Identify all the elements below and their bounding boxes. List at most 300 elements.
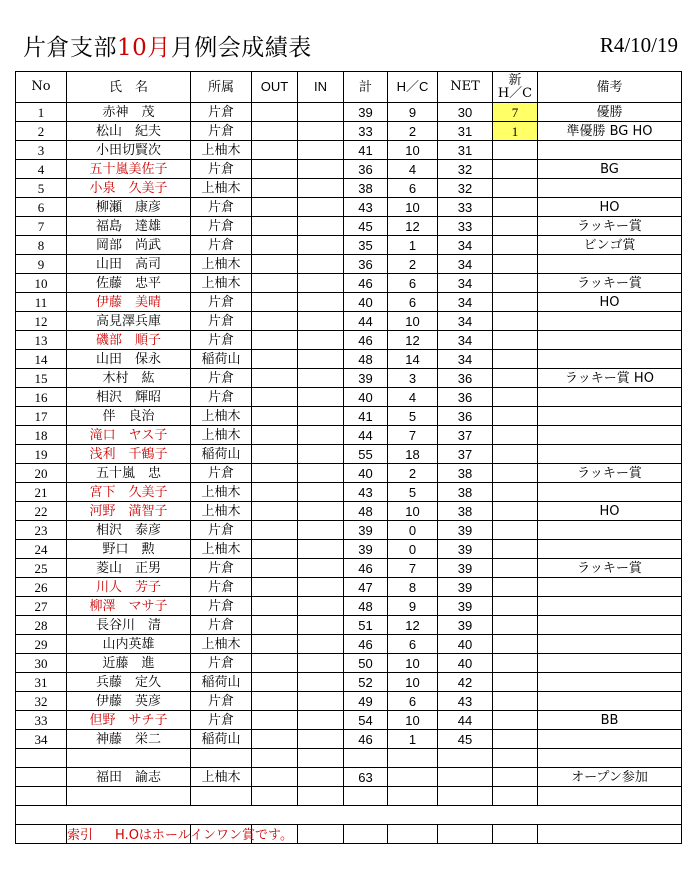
guest-out [252, 768, 298, 787]
row-net: 44 [438, 711, 493, 730]
col-in: IN [298, 72, 344, 103]
table-row [16, 407, 682, 426]
row-name: 長谷川 清 [67, 616, 191, 635]
row-net: 37 [438, 426, 493, 445]
trailing-cell [16, 787, 67, 806]
row-out [252, 312, 298, 331]
table-row [16, 350, 682, 369]
row-total: 39 [344, 369, 388, 388]
table-row [16, 673, 682, 692]
row-affiliation: 片倉 [191, 711, 252, 730]
row-hc: 9 [388, 103, 438, 122]
row-affiliation: 上柚木 [191, 407, 252, 426]
trailing-cell [191, 787, 252, 806]
row-out [252, 483, 298, 502]
row-name: 小田切賢次 [67, 141, 191, 160]
table-row [16, 635, 682, 654]
row-net: 33 [438, 198, 493, 217]
guest-remark: オープン参加 [538, 768, 682, 787]
row-affiliation: 稲荷山 [191, 350, 252, 369]
row-net: 34 [438, 312, 493, 331]
row-hc: 7 [388, 559, 438, 578]
row-total: 46 [344, 274, 388, 293]
row-in [298, 540, 344, 559]
row-hc: 10 [388, 141, 438, 160]
row-in [298, 122, 344, 141]
row-out [252, 616, 298, 635]
table-row [16, 502, 682, 521]
row-no: 6 [16, 198, 67, 217]
row-hc: 12 [388, 331, 438, 350]
row-in [298, 692, 344, 711]
row-affiliation: 上柚木 [191, 635, 252, 654]
row-out [252, 369, 298, 388]
row-total: 39 [344, 540, 388, 559]
row-affiliation: 上柚木 [191, 502, 252, 521]
row-remark [538, 521, 682, 540]
row-out [252, 274, 298, 293]
table-row [16, 692, 682, 711]
row-in [298, 274, 344, 293]
row-out [252, 711, 298, 730]
table-row [16, 464, 682, 483]
row-total: 38 [344, 179, 388, 198]
row-net: 38 [438, 483, 493, 502]
row-no: 2 [16, 122, 67, 141]
row-remark [538, 673, 682, 692]
row-affiliation: 片倉 [191, 464, 252, 483]
row-no: 24 [16, 540, 67, 559]
row-total: 49 [344, 692, 388, 711]
row-new-hc [493, 616, 538, 635]
row-total: 45 [344, 217, 388, 236]
row-in [298, 711, 344, 730]
table-row [16, 312, 682, 331]
guest-row [16, 768, 682, 787]
col-new-hc-bottom: H／C [497, 86, 533, 101]
trailing-cell [67, 787, 191, 806]
col-out: OUT [252, 72, 298, 103]
trailing-cell [344, 787, 388, 806]
row-out [252, 464, 298, 483]
row-hc: 10 [388, 711, 438, 730]
col-remarks: 備考 [538, 72, 682, 103]
row-total: 54 [344, 711, 388, 730]
row-no: 25 [16, 559, 67, 578]
col-net: NET [438, 72, 493, 103]
row-out [252, 160, 298, 179]
row-out [252, 673, 298, 692]
trailing-cell [438, 806, 493, 825]
row-total: 35 [344, 236, 388, 255]
row-remark: ラッキー賞 [538, 464, 682, 483]
row-hc: 6 [388, 635, 438, 654]
row-out [252, 692, 298, 711]
row-name: 野口 勲 [67, 540, 191, 559]
row-no: 4 [16, 160, 67, 179]
table-row [16, 331, 682, 350]
row-net: 38 [438, 464, 493, 483]
row-remark: ラッキー賞 [538, 559, 682, 578]
row-no: 20 [16, 464, 67, 483]
table-row [16, 274, 682, 293]
row-no: 3 [16, 141, 67, 160]
row-new-hc [493, 141, 538, 160]
row-total: 36 [344, 255, 388, 274]
row-hc: 18 [388, 445, 438, 464]
row-net: 34 [438, 350, 493, 369]
trailing-cell [191, 806, 252, 825]
row-total: 55 [344, 445, 388, 464]
row-name: 宮下 久美子 [67, 483, 191, 502]
trailing-cell [16, 825, 67, 844]
row-no: 8 [16, 236, 67, 255]
row-out [252, 122, 298, 141]
row-hc: 5 [388, 407, 438, 426]
row-in [298, 160, 344, 179]
row-affiliation: 上柚木 [191, 255, 252, 274]
row-new-hc [493, 331, 538, 350]
row-in [298, 198, 344, 217]
blank-cell [252, 749, 298, 768]
row-new-hc [493, 407, 538, 426]
row-out [252, 635, 298, 654]
trailing-cell [388, 787, 438, 806]
row-in [298, 255, 344, 274]
trailing-cell [493, 825, 538, 844]
trailing-cell [252, 787, 298, 806]
row-remark [538, 445, 682, 464]
table-row [16, 179, 682, 198]
row-in [298, 236, 344, 255]
row-out [252, 521, 298, 540]
trailing-cell [538, 787, 682, 806]
row-no: 30 [16, 654, 67, 673]
row-out [252, 730, 298, 749]
row-in [298, 103, 344, 122]
row-name: 岡部 尚武 [67, 236, 191, 255]
row-name: 山田 保永 [67, 350, 191, 369]
row-hc: 2 [388, 122, 438, 141]
row-remark: ラッキー賞 HO [538, 369, 682, 388]
row-net: 31 [438, 122, 493, 141]
row-no: 31 [16, 673, 67, 692]
row-new-hc [493, 293, 538, 312]
footnote-label: 索引 [67, 828, 94, 843]
table-row [16, 521, 682, 540]
row-in [298, 464, 344, 483]
row-name: 山内英雄 [67, 635, 191, 654]
row-affiliation: 上柚木 [191, 274, 252, 293]
row-affiliation: 上柚木 [191, 179, 252, 198]
trailing-row [16, 806, 682, 825]
row-total: 41 [344, 141, 388, 160]
row-total: 44 [344, 426, 388, 445]
table-row [16, 616, 682, 635]
row-total: 48 [344, 597, 388, 616]
row-hc: 6 [388, 274, 438, 293]
row-name: 五十嵐 忠 [67, 464, 191, 483]
table-row [16, 388, 682, 407]
blank-cell [344, 749, 388, 768]
row-out [252, 540, 298, 559]
row-total: 41 [344, 407, 388, 426]
blank-cell [438, 749, 493, 768]
row-name: 兵藤 定久 [67, 673, 191, 692]
row-hc: 5 [388, 483, 438, 502]
row-out [252, 502, 298, 521]
row-hc: 14 [388, 350, 438, 369]
row-hc: 0 [388, 521, 438, 540]
row-remark: 準優勝 BG HO [538, 122, 682, 141]
row-no: 5 [16, 179, 67, 198]
row-hc: 10 [388, 198, 438, 217]
row-net: 34 [438, 255, 493, 274]
row-in [298, 654, 344, 673]
row-new-hc [493, 236, 538, 255]
title-prefix: 片倉支部 [23, 35, 117, 61]
trailing-cell [298, 806, 344, 825]
row-affiliation: 片倉 [191, 654, 252, 673]
row-no: 33 [16, 711, 67, 730]
col-no: No [16, 72, 67, 103]
row-no: 34 [16, 730, 67, 749]
row-hc: 6 [388, 692, 438, 711]
row-affiliation: 片倉 [191, 616, 252, 635]
row-remark: HO [538, 502, 682, 521]
row-new-hc [493, 673, 538, 692]
row-remark [538, 616, 682, 635]
row-in [298, 350, 344, 369]
row-new-hc [493, 559, 538, 578]
row-remark [538, 654, 682, 673]
row-affiliation: 上柚木 [191, 426, 252, 445]
row-remark [538, 407, 682, 426]
row-remark [538, 483, 682, 502]
row-hc: 2 [388, 255, 438, 274]
row-out [252, 407, 298, 426]
row-no: 18 [16, 426, 67, 445]
row-net: 33 [438, 217, 493, 236]
row-name: 伊藤 美晴 [67, 293, 191, 312]
row-new-hc [493, 483, 538, 502]
row-new-hc [493, 160, 538, 179]
row-hc: 12 [388, 616, 438, 635]
row-new-hc [493, 312, 538, 331]
table-row [16, 711, 682, 730]
guest-hc [388, 768, 438, 787]
row-no: 22 [16, 502, 67, 521]
row-total: 46 [344, 635, 388, 654]
row-hc: 1 [388, 236, 438, 255]
row-new-hc [493, 521, 538, 540]
row-total: 46 [344, 730, 388, 749]
row-name: 伴 良治 [67, 407, 191, 426]
row-no: 27 [16, 597, 67, 616]
row-name: 河野 満智子 [67, 502, 191, 521]
row-remark: 優勝 [538, 103, 682, 122]
row-net: 36 [438, 407, 493, 426]
title-suffix: 月例会成績表 [170, 35, 312, 61]
row-affiliation: 片倉 [191, 103, 252, 122]
trailing-cell [298, 787, 344, 806]
trailing-cell [67, 806, 191, 825]
guest-name: 福田 諭志 [67, 768, 191, 787]
row-in [298, 388, 344, 407]
report-date: R4/10/19 [599, 33, 678, 57]
row-new-hc [493, 255, 538, 274]
row-affiliation: 稲荷山 [191, 730, 252, 749]
trailing-cell [298, 825, 344, 844]
blank-cell [493, 749, 538, 768]
trailing-cell [16, 806, 67, 825]
row-in [298, 407, 344, 426]
row-name: 磯部 順子 [67, 331, 191, 350]
row-affiliation: 片倉 [191, 578, 252, 597]
row-total: 44 [344, 312, 388, 331]
row-hc: 4 [388, 160, 438, 179]
row-remark: HO [538, 198, 682, 217]
row-no: 23 [16, 521, 67, 540]
row-no: 9 [16, 255, 67, 274]
row-no: 14 [16, 350, 67, 369]
table-row [16, 445, 682, 464]
row-no: 17 [16, 407, 67, 426]
guest-in [298, 768, 344, 787]
row-name: 赤神 茂 [67, 103, 191, 122]
table-row [16, 559, 682, 578]
row-in [298, 331, 344, 350]
row-remark [538, 730, 682, 749]
col-name: 氏 名 [67, 72, 191, 103]
col-new-hc-top: 新 [508, 73, 522, 88]
row-name: 相沢 泰彦 [67, 521, 191, 540]
row-remark [538, 312, 682, 331]
row-remark [538, 141, 682, 160]
row-out [252, 388, 298, 407]
trailing-cell [344, 825, 388, 844]
table-row [16, 198, 682, 217]
row-new-hc [493, 388, 538, 407]
table-row [16, 483, 682, 502]
row-in [298, 369, 344, 388]
row-net: 39 [438, 521, 493, 540]
row-hc: 10 [388, 312, 438, 331]
row-no: 12 [16, 312, 67, 331]
table-row [16, 122, 682, 141]
row-name: 柳瀬 康彦 [67, 198, 191, 217]
row-affiliation: 片倉 [191, 198, 252, 217]
row-affiliation: 稲荷山 [191, 673, 252, 692]
table-row [16, 293, 682, 312]
guest-affiliation: 上柚木 [191, 768, 252, 787]
row-remark: ラッキー賞 [538, 274, 682, 293]
blank-row [16, 749, 682, 768]
row-in [298, 730, 344, 749]
row-in [298, 445, 344, 464]
row-no: 32 [16, 692, 67, 711]
guest-no [16, 768, 67, 787]
row-no: 29 [16, 635, 67, 654]
row-name: 柳澤 マサ子 [67, 597, 191, 616]
row-net: 34 [438, 236, 493, 255]
row-new-hc [493, 179, 538, 198]
row-hc: 10 [388, 654, 438, 673]
row-net: 45 [438, 730, 493, 749]
row-net: 42 [438, 673, 493, 692]
row-hc: 8 [388, 578, 438, 597]
guest-new-hc [493, 768, 538, 787]
row-new-hc [493, 597, 538, 616]
row-no: 21 [16, 483, 67, 502]
row-affiliation: 上柚木 [191, 483, 252, 502]
row-affiliation: 片倉 [191, 236, 252, 255]
row-no: 10 [16, 274, 67, 293]
row-new-hc [493, 692, 538, 711]
row-total: 47 [344, 578, 388, 597]
row-in [298, 559, 344, 578]
blank-cell [298, 749, 344, 768]
row-hc: 6 [388, 179, 438, 198]
row-name: 伊藤 英彦 [67, 692, 191, 711]
row-name: 神藤 栄二 [67, 730, 191, 749]
row-new-hc: 7 [493, 103, 538, 122]
row-in [298, 502, 344, 521]
trailing-cell [493, 806, 538, 825]
row-new-hc [493, 711, 538, 730]
table-header-row [16, 72, 682, 103]
row-in [298, 293, 344, 312]
row-remark [538, 692, 682, 711]
row-net: 34 [438, 293, 493, 312]
row-total: 52 [344, 673, 388, 692]
title-month: 10月 [117, 35, 171, 61]
table-row [16, 654, 682, 673]
row-remark [538, 597, 682, 616]
trailing-row [16, 787, 682, 806]
row-hc: 12 [388, 217, 438, 236]
results-body [16, 103, 682, 844]
row-remark [538, 540, 682, 559]
row-hc: 7 [388, 426, 438, 445]
row-net: 39 [438, 559, 493, 578]
row-total: 40 [344, 388, 388, 407]
trailing-cell [493, 787, 538, 806]
row-net: 37 [438, 445, 493, 464]
table-row [16, 426, 682, 445]
row-name: 相沢 輝昭 [67, 388, 191, 407]
row-total: 50 [344, 654, 388, 673]
row-total: 36 [344, 160, 388, 179]
row-remark [538, 350, 682, 369]
row-affiliation: 片倉 [191, 692, 252, 711]
row-remark: ビンゴ賞 [538, 236, 682, 255]
table-row [16, 369, 682, 388]
row-out [252, 578, 298, 597]
row-net: 39 [438, 578, 493, 597]
row-name: 但野 サチ子 [67, 711, 191, 730]
row-affiliation: 片倉 [191, 331, 252, 350]
trailing-cell [344, 806, 388, 825]
row-hc: 10 [388, 673, 438, 692]
row-name: 高見澤兵庫 [67, 312, 191, 331]
row-out [252, 255, 298, 274]
table-row [16, 540, 682, 559]
row-in [298, 179, 344, 198]
row-remark [538, 179, 682, 198]
page-title [23, 29, 312, 62]
col-hc: H／C [388, 72, 438, 103]
